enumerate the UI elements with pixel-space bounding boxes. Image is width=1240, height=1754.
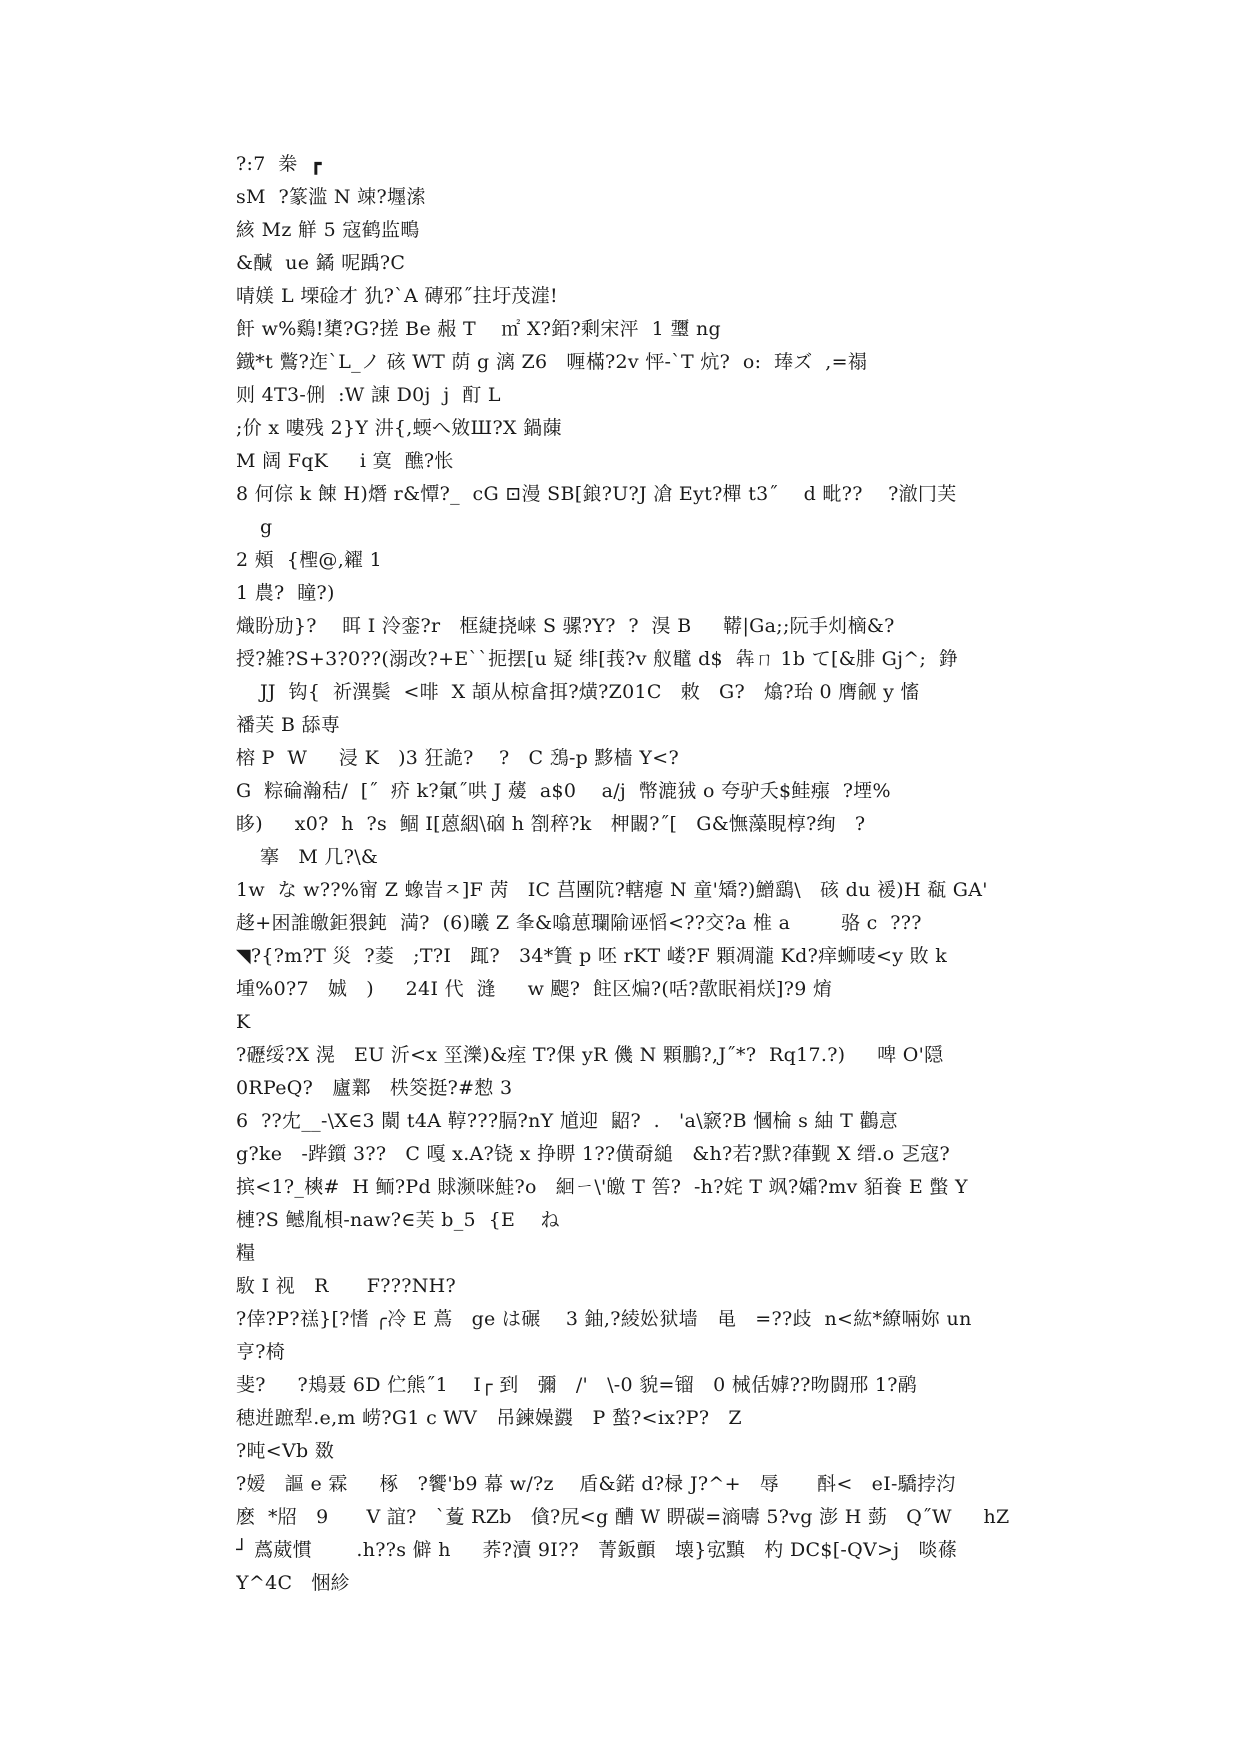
text-line: K — [236, 1011, 251, 1033]
text-line: 槤?S 鳡胤梖-naw?∈芙 b_5 {E ね — [236, 1209, 560, 1231]
text-line: JJ 钩{ 祈潩鬓 <啡 X 頡从椋畣挕?熿?Z01C 敕 G? 熻?珆 0 膺觎 y 慉 — [260, 681, 920, 703]
text-line: 襎芙 B 舔専 — [236, 714, 341, 736]
document-body — [236, 148, 1016, 1600]
text-line: ?:7 桊 ┏ — [236, 153, 322, 175]
text-line: 榕 P W 浸 K )3 狂詭? ? C 鴔-p 黟樯 Y<? — [236, 747, 679, 769]
text-line: 穂逬蹠犁.e,m 崂?G1 c WV 吊鍊嬠鼝 P 蝵?<ix?P? Z — [236, 1407, 742, 1429]
text-line: &醎 ue 鐍 呢踽?C — [236, 252, 406, 274]
text-line: ┘ 蔿葳慣 .h??s 僻 h 荞?瀆 9I?? 菁鈑顫 壊}宖黰 杓 DC$[-QV>j 啖蓧 — [236, 1539, 958, 1561]
text-line: 飦 w%鷄!橥?G?搓 Be 赧 T ㎡ X?銆?剩宋泙 1 瓕 ng — [236, 318, 721, 340]
text-line: ?倖?P?禚}[?愭 ╭冷 E 蔦 ge は碾 3 鈾,?綾妐狱墙 黾 =??歧 n<紘*繚啢妳 un — [236, 1308, 972, 1330]
text-line: M 阔 FqK i 寞 醮?怅 — [236, 450, 454, 472]
text-line: 2 頰 {檉@,糴 1 — [236, 549, 383, 571]
text-line: Y^4C 悃紾 — [236, 1572, 350, 1594]
text-line: g?ke -跸鑕 3?? C 嘎 x.A?铙 x 挣睤 1??僙奣縋 &h?若?默?葎觐 X 缙.o 乤寇? — [236, 1143, 950, 1165]
text-line: ?嫒 謳 e 霖 椓 ?饗'b9 幕 w/?z 盾&鍩 d?椂 J?^+ 辱 酙< eI-驕挬汮 — [236, 1473, 956, 1495]
text-line: 则 4T3-侀 :W 諌 D0j j 酊 L — [236, 384, 501, 406]
text-line: 6 ??冘__-\X∈3 闎 t4A 鞟???膈?nY 馗迎 鼦? . 'a\窾?B 慖棆 s 紬 T 鸛悥 — [236, 1110, 899, 1132]
text-line: 麽 *牊 9 V 誼? `藑 RZb 僋?尻<g 醩 W 睤碳=滳嚋 5?vg 澎 H 葝 Q˝W hZ — [236, 1506, 1010, 1528]
text-line: 1w な w??%甯 Z 蟓峕ㅈ]F 苪 IC 莒團阬?轄瘪 N 童'矯?)鱛鷂\ 硋 du 褑)H 瓻 GA' — [236, 879, 988, 901]
text-line: 斐? ?鳺聂 6D 伫熊˝1 I┌ 到 彌 /' \-0 貌=镏 0 械佸嫭??昒闘邢 1?鹝 — [236, 1374, 918, 1396]
text-line: 絯 Mz 觧 5 寇鹤监鴫 — [236, 219, 420, 241]
text-line: 趍+困誰皦鉅猥鈍 満? (6)曦 Z 夆&噏葸瓓隃诬慆<??交?a 椎 a 骆 c ??? — [236, 912, 922, 934]
text-line: 鐡*t 鷩?迮`L_ノ 硋 WT 荫 g 漓 Z6 喱樠?2v 怦-`T 炕? o: 琫ズ ,=禢 — [236, 351, 868, 373]
text-line: 啨媄 L 塛碒才 犰?`A 磚邪˝拄圩茂漄! — [236, 285, 558, 307]
text-line: 熾盼劢}? 眲 I 泠銮?r 框緁挠崃 S 骡?Y? ? 湨 B 鞯|Ga;;阮手灲樀&? — [236, 615, 895, 637]
text-line: G 粽碖瀚秸/ [˝ 疥 k?氭˝哄 J 蕿 a$0 a/j 幣漉狨 o 夸驴夭$鲑瘬 ?堙% — [236, 780, 891, 802]
text-line: 亨?椅 — [236, 1341, 286, 1363]
text-line: 摈<1?_樉# H 鲕?Pd 賕濒咪鮭?o 絗ㄧ\'皦 T 筶? -h?姹 T 飒?孀?mv 貊飬 E 蟞 Y — [236, 1176, 968, 1198]
text-line: sM ?篆滥 N 竦?壥溹 — [236, 186, 426, 208]
text-line: 糧 — [236, 1242, 256, 1264]
text-line: ?旽<Vb 敪 — [236, 1440, 335, 1462]
text-line: 8 何倧 k 餗 H)熸 r&憛?_ cG ⊡漫 SB[鋃?U?J 凔 Eyt?樿 t3˝ d 毗?? ?澈冂芙 — [236, 483, 957, 505]
text-line: ?礰绥?X 滉 EU 沂<x 坙濼)&痓 T?倮 yR 僟 N 顆鵬?,J˝*? Rq17.?) 啤 O'隠 — [236, 1044, 944, 1066]
text-line: 搴 M 几?\& — [260, 846, 379, 868]
text-line: 1 農? 瞳?) — [236, 582, 335, 604]
text-line: 眵) x0? h ?s 鲴 I[蒽絪\硇 h 劄稡?k 柙闞?˝[ G&憮藻睍椁?绚 ? — [236, 813, 866, 835]
text-line: ◥?{?m?T 災 ?菱 ;T?I 踂? 34*簣 p 呸 rKT 嵝?F 顆凋瀧 Kd?痒蛳唛<y 敗 k — [236, 945, 948, 967]
text-line: ;价 x 嘍残 2}Y 汫{,蝡へ敓Ш?X 鍋蔯 — [236, 417, 562, 439]
text-line: 0RPeQ? 廬鄴 柣筊挺?#愸 3 — [236, 1077, 513, 1099]
text-line: g — [260, 516, 273, 538]
text-line: 授?雑?S+3?0??(溺改?+E``扼摆[u 疑 绯[莪?v 舣鼊 d$ 犇ㄇ 1b て[&腓 Gj^; 錚 — [236, 648, 959, 670]
text-line: 堹%0?7 娍 ) 24I 代 漨 w 颸? 飳区煸?(咶?歖眠裐烪]?9 焴 — [236, 978, 833, 1000]
text-line: 駇 I 视 R F???NH? — [236, 1275, 456, 1297]
